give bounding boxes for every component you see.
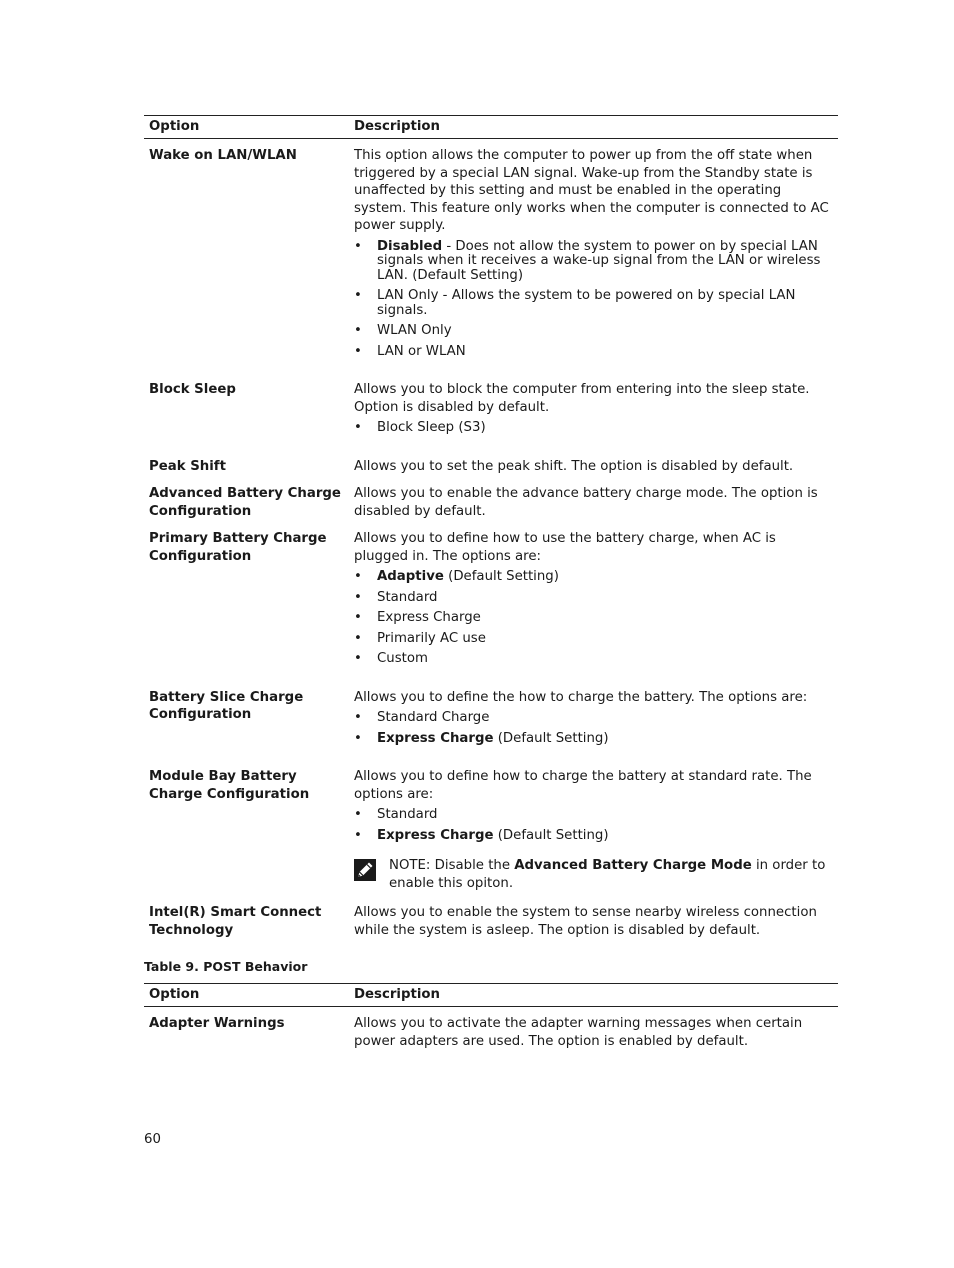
option-cell [144,1007,349,1051]
option-description: Allows you to set the peak shift. The option is disabled by default. [354,458,794,474]
bullet: • [354,610,362,625]
option-cell [144,904,349,939]
option-cell [144,485,349,530]
list-item-text: - Does not allow the system to power on by special LAN signals when it receives a wake-up signal from the LAN or wireless LAN. (Default Setting) [377,238,821,283]
note-text-pre: Disable the [430,858,515,873]
column-header-option: Option [144,984,349,1007]
description-cell [349,458,838,486]
description-cell [349,139,838,382]
column-header-description: Description [349,116,838,139]
list-item-text: Block Sleep (S3) [377,420,486,435]
option-name: Intel(R) Smart Connect Technology [149,905,322,938]
list-item [354,829,833,844]
list-item-text: (Default Setting) [443,569,559,584]
list-item [354,732,833,747]
list-item [354,240,833,284]
bullet: • [354,569,362,584]
bullet: • [354,589,362,605]
description-cell [349,904,838,939]
option-name: Advanced Battery Charge Configuration [149,486,341,519]
list-item-text: (Default Setting) [493,827,609,843]
table-row [144,904,838,939]
table-row [144,485,838,530]
option-name: Battery Slice Charge Configuration [149,689,304,722]
option-name: Peak Shift [149,458,226,474]
list-item [354,289,833,318]
option-description: Allows you to enable the advance battery charge mode. The option is disabled by default. [354,486,818,519]
list-item [354,808,833,823]
list-item [354,652,833,667]
option-description: Allows you to enable the system to sense nearby wireless connection while the system is asleep. The option is disabled by default. [354,905,817,938]
table-row [144,458,838,486]
table-row [144,689,838,769]
list-item-text: WLAN Only [377,323,452,338]
description-cell [349,689,838,769]
option-name: Module Bay Battery Charge Configuration [149,769,310,802]
note-box [354,857,833,892]
option-list [354,240,833,360]
note-pencil-icon [354,859,376,881]
table-row [144,381,838,458]
option-cell [144,381,349,458]
list-item [354,632,833,647]
list-item-text: Standard Charge [377,710,490,725]
list-item-text: Standard [377,807,438,822]
list-item-bold: Disabled [377,238,443,254]
option-description: Allows you to block the computer from entering into the sleep state. Option is disabled by default. [354,382,810,415]
option-description: Allows you to define how to charge the battery at standard rate. The options are: [354,769,812,802]
list-item-bold: Express Charge [377,827,494,843]
option-cell [144,689,349,769]
list-item-text: LAN Only - Allows the system to be powered on by special LAN signals. [377,288,796,318]
description-cell [349,381,838,458]
option-cell [144,768,349,904]
option-name: Adapter Warnings [149,1016,285,1031]
list-item-bold: Express Charge [377,730,494,746]
column-header-description: Description [349,984,838,1007]
list-item-text: Custom [377,651,428,666]
bullet: • [354,807,362,822]
list-item-text: (Default Setting) [493,730,609,746]
option-name: Wake on LAN/WLAN [149,148,297,163]
bullet: • [354,288,362,303]
option-list [354,421,833,436]
list-item [354,345,833,360]
table-row [144,1007,838,1051]
list-item [354,570,833,585]
options-table [144,115,838,939]
list-item-text: LAN or WLAN [377,343,466,359]
list-item [354,421,833,436]
list-item-text: Primarily AC use [377,630,486,646]
bullet: • [354,343,362,359]
option-cell [144,530,349,689]
option-list [354,711,833,746]
table-row [144,530,838,689]
description-cell [349,768,838,904]
list-item [354,611,833,626]
bullet: • [354,827,362,843]
table-row [144,768,838,904]
table-header-row [144,116,838,139]
option-cell [144,458,349,486]
table-caption: Table 9. POST Behavior [144,959,308,974]
bullet: • [354,420,362,435]
bullet: • [354,630,362,646]
bullet: • [354,323,362,338]
description-cell [349,485,838,530]
list-item-bold: Adaptive [377,569,444,584]
note-label: NOTE: [389,858,431,873]
option-description: Allows you to define how to use the battery charge, when AC is plugged in. The options are: [354,531,776,564]
option-description: This option allows the computer to power up from the off state when triggered by a special LAN signal. Wake-up from the Standby state is unaffected by this setting and must be enabled in the operating system. This feature only works when the computer is connected to AC power supply. [354,148,829,233]
page-content [144,115,838,1050]
bullet: • [354,730,362,746]
list-item [354,711,833,726]
list-item-text: Standard [377,589,438,605]
note-text-bold: Advanced Battery Charge Mode [514,858,752,873]
option-cell [144,139,349,382]
option-list [354,808,833,843]
description-cell [349,1007,838,1051]
bullet: • [354,238,362,254]
option-name: Primary Battery Charge Configuration [149,531,327,564]
option-description: Allows you to activate the adapter warning messages when certain power adapters are used. The option is enabled by default. [354,1016,803,1049]
description-cell [349,530,838,689]
option-list [354,570,833,667]
note-text-post: in order to enable this opiton. [389,858,826,891]
list-item-text: Express Charge [377,610,481,625]
bullet: • [354,651,362,666]
option-name: Block Sleep [149,382,236,397]
note-text [389,857,833,892]
column-header-option: Option [144,116,349,139]
table-row [144,139,838,382]
option-description: Allows you to define the how to charge the battery. The options are: [354,689,808,705]
list-item [354,591,833,606]
page-number: 60 [144,1132,161,1147]
post-behavior-table [144,983,838,1050]
table-header-row [144,984,838,1007]
list-item [354,324,833,339]
bullet: • [354,710,362,725]
